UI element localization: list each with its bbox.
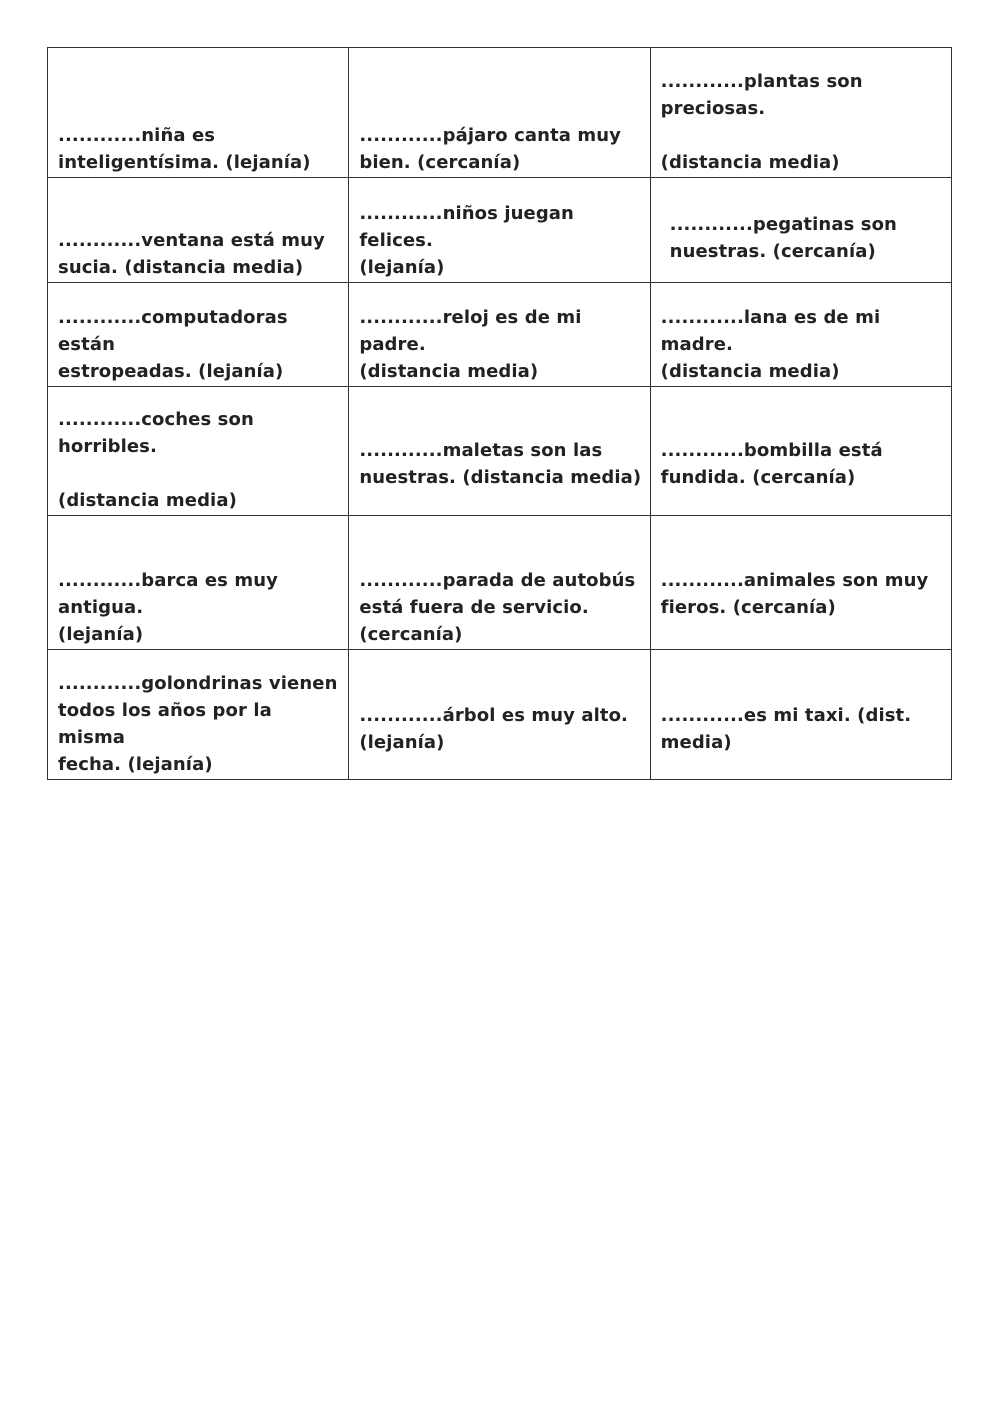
table-cell	[48, 178, 349, 283]
table-row	[48, 283, 952, 387]
cell-text: ............barca es muy antigua. (lejanía)	[58, 570, 278, 645]
table-cell	[650, 283, 951, 387]
table-cell	[48, 48, 349, 178]
cell-text: ............maletas son las nuestras. (distancia media)	[359, 440, 642, 488]
cell-text: ............animales son muy fieros. (cercanía)	[660, 570, 929, 618]
cell-text: ............pájaro canta muy bien. (cercanía)	[359, 125, 621, 173]
cell-text: ............parada de autobús está fuera de servicio. (cercanía)	[359, 570, 636, 645]
cell-text: ............coches son horribles. (distancia media)	[58, 409, 254, 511]
table-cell	[349, 178, 650, 283]
table-cell	[650, 48, 951, 178]
table-row	[48, 516, 952, 650]
cell-text: ............reloj es de mi padre. (distancia media)	[359, 307, 582, 382]
cell-text: ............lana es de mi madre. (distancia media)	[660, 307, 881, 382]
cell-text: ............niños juegan felices. (lejanía)	[359, 203, 574, 278]
cell-text: ............pegatinas son nuestras. (cercanía)	[669, 214, 897, 262]
table-row	[48, 178, 952, 283]
table-cell	[48, 516, 349, 650]
table-cell	[349, 650, 650, 780]
table-cell	[650, 387, 951, 516]
cell-text: ............bombilla está fundida. (cercanía)	[660, 440, 883, 488]
cell-text: ............árbol es muy alto. (lejanía)	[359, 705, 628, 753]
table-cell	[48, 283, 349, 387]
cell-text: ............ventana está muy sucia. (distancia media)	[58, 230, 325, 278]
cell-text: ............niña es inteligentísima. (lejanía)	[58, 125, 311, 173]
table-cell	[650, 516, 951, 650]
cell-text: ............plantas son preciosas. (distancia media)	[660, 71, 863, 173]
table-cell	[349, 387, 650, 516]
table-row	[48, 387, 952, 516]
table-row	[48, 48, 952, 178]
table-cell	[48, 387, 349, 516]
table-row	[48, 650, 952, 780]
cell-text: ............golondrinas vienen todos los años por la misma fecha. (lejanía)	[58, 673, 338, 775]
table-cell	[349, 48, 650, 178]
table-cell	[48, 650, 349, 780]
cell-text: ............es mi taxi. (dist. media)	[660, 705, 912, 753]
table-cell	[650, 650, 951, 780]
table-cell	[650, 178, 951, 283]
cell-text: ............computadoras están estropeadas. (lejanía)	[58, 307, 288, 382]
worksheet-table	[47, 47, 952, 780]
table-cell	[349, 516, 650, 650]
table-cell	[349, 283, 650, 387]
